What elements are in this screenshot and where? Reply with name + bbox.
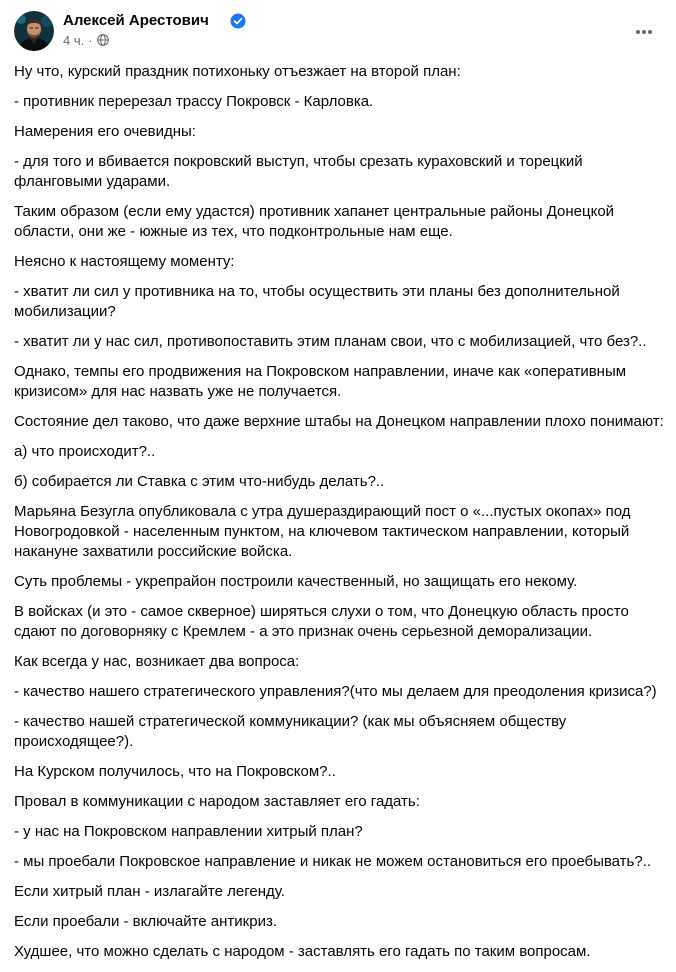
author-name[interactable]: Алексей Арестович bbox=[63, 12, 209, 29]
post-paragraph: На Курском получилось, что на Покровском?.. bbox=[14, 763, 336, 780]
post-paragraph: В войсках (и это - самое скверное) ширяться слухи о том, что Донецкую область просто сдают по договорняку с Кремлем - а это признак очень серьезной деморализации. bbox=[14, 603, 629, 640]
meta-separator: · bbox=[88, 32, 93, 48]
avatar[interactable] bbox=[14, 11, 54, 51]
post-paragraph: б) собирается ли Ставка с этим что-нибудь делать?.. bbox=[14, 473, 385, 490]
post-paragraph: - мы проебали Покровское направление и никак не можем остановиться его проебывать?.. bbox=[14, 853, 652, 870]
post-paragraph: - для того и вбивается покровский выступ, чтобы срезать кураховский и торецкий фланговыми ударами. bbox=[14, 153, 583, 190]
post-paragraph: Если проебали - включайте антикриз. bbox=[14, 913, 277, 930]
post-paragraph: Ну что, курский праздник потихоньку отъезжает на второй план: bbox=[14, 63, 461, 80]
globe-icon[interactable] bbox=[97, 34, 109, 46]
post-paragraph: Однако, темпы его продвижения на Покровском направлении, иначе как «оперативным кризисом» для нас назвать уже не получается. bbox=[14, 363, 627, 400]
post-text bbox=[14, 62, 664, 972]
post-paragraph: - у нас на Покровском направлении хитрый план? bbox=[14, 823, 363, 840]
post-paragraph: - хватит ли сил у противника на то, чтобы осуществить эти планы без дополнительной мобилизации? bbox=[14, 283, 620, 320]
post-paragraph: - качество нашего стратегического управления?(что мы делаем для преодоления кризиса?) bbox=[14, 683, 657, 700]
post-paragraph: Как всегда у нас, возникает два вопроса: bbox=[14, 653, 300, 670]
post-paragraph: Неясно к настоящему моменту: bbox=[14, 253, 235, 270]
post-paragraph: Если хитрый план - излагайте легенду. bbox=[14, 883, 285, 900]
post-meta bbox=[63, 32, 109, 48]
post-paragraph: Намерения его очевидны: bbox=[14, 123, 196, 140]
post-paragraph: Марьяна Безугла опубликовала с утра душераздирающий пост о «...пустых окопах» под Новогродовкой - населенным пунктом, на ключевом тактическом направлении, который накануне захватили российские войска. bbox=[14, 503, 631, 560]
avatar-image bbox=[14, 11, 54, 51]
post-paragraph: - качество нашей стратегической коммуникации? (как мы объясняем обществу происходящее?). bbox=[14, 713, 567, 750]
post-paragraph: - противник перерезал трассу Покровск - Карловка. bbox=[14, 93, 374, 110]
post-paragraph: Худшее, что можно сделать с народом - заставлять его гадать по таким вопросам. bbox=[14, 943, 591, 960]
post-timestamp[interactable]: 4 ч. bbox=[63, 32, 85, 48]
verified-badge-icon bbox=[230, 13, 246, 29]
post-paragraph: - хватит ли у нас сил, противопоставить этим планам свои, что с мобилизацией, что без?.. bbox=[14, 333, 647, 350]
more-options-icon bbox=[634, 22, 654, 42]
post-paragraph: Таким образом (если ему удастся) противник хапанет центральные районы Донецкой области, они же - южные из тех, что подконтрольные нам еще. bbox=[14, 203, 615, 240]
more-options-button[interactable] bbox=[626, 14, 662, 50]
post-paragraph: Состояние дел таково, что даже верхние штабы на Донецком направлении плохо понимают: bbox=[14, 413, 664, 430]
post-paragraph: Провал в коммуникации с народом заставляет его гадать: bbox=[14, 793, 420, 810]
post-paragraph: Суть проблемы - укрепрайон построили качественный, но защищать его некому. bbox=[14, 573, 578, 590]
post-paragraph: а) что происходит?.. bbox=[14, 443, 156, 460]
post-header bbox=[14, 8, 662, 54]
